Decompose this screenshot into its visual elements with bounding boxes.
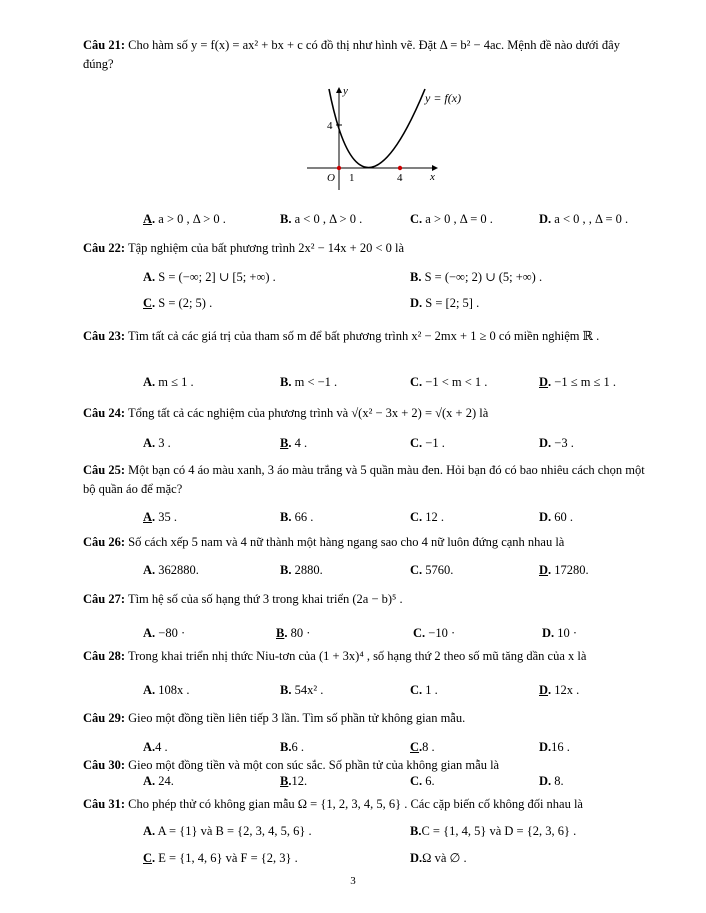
question-27: Câu 27: Tìm hệ số của số hạng thứ 3 trong khai triển (2a − b)⁵ . — [83, 592, 403, 606]
q22-option-d[interactable]: D. S = [2; 5] . — [410, 296, 480, 310]
question-24: Câu 24: Tổng tất cả các nghiệm của phương trình và √(x² − 3x + 2) = √(x + 2) là — [83, 406, 489, 420]
question-28: Câu 28: Trong khai triển nhị thức Niu-tơn của (1 + 3x)⁴ , số hạng thứ 2 theo số mũ tăng dần của x là — [83, 649, 587, 663]
q23-option-c[interactable]: C. −1 < m < 1 . — [410, 375, 488, 389]
q22-option-c[interactable]: C. S = (2; 5) . — [143, 296, 213, 310]
parabola-curve — [329, 89, 425, 168]
q21-option-d[interactable]: D. a < 0 , , Δ = 0 . — [539, 212, 629, 226]
q25-option-d[interactable]: D. 60 . — [539, 510, 574, 524]
q26-option-a[interactable]: A. 362880. — [143, 563, 199, 577]
origin-label: O — [327, 172, 335, 184]
q23-option-a[interactable]: A. m ≤ 1 . — [143, 375, 194, 389]
q25-option-b[interactable]: B. 66 . — [280, 510, 314, 524]
q29-option-c[interactable]: C.8 . — [410, 740, 435, 754]
question-26: Câu 26: Số cách xếp 5 nam và 4 nữ thành một hàng ngang sao cho 4 nữ luôn đứng cạnh nhau là — [83, 535, 565, 549]
q27-option-a[interactable]: A. −80 · — [143, 626, 186, 640]
q23-option-d[interactable]: D. −1 ≤ m ≤ 1 . — [539, 375, 617, 389]
q31-option-a[interactable]: A. A = {1} và B = {2, 3, 4, 5, 6} . — [143, 824, 312, 838]
q25-option-a[interactable]: A. 35 . — [143, 510, 178, 524]
q31-option-c[interactable]: C. E = {1, 4, 6} và F = {2, 3} . — [143, 851, 298, 865]
q29-option-d[interactable]: D.16 . — [539, 740, 570, 754]
root-point — [398, 166, 402, 170]
question-text: Cho hàm số y = f(x) = ax² + bx + c có đồ thị như hình vẽ. Đặt Δ = b² − 4ac. Mệnh đề nào dưới đây đúng? — [83, 38, 620, 71]
q28-option-b[interactable]: B. 54x² . — [280, 683, 324, 697]
q24-option-c[interactable]: C. −1 . — [410, 436, 445, 450]
q30-option-b[interactable]: B.12. — [280, 774, 308, 788]
q31-option-d[interactable]: D.Ω và ∅ . — [410, 851, 467, 865]
q24-option-b[interactable]: B. 4 . — [280, 436, 308, 450]
x-axis-label: x — [430, 171, 435, 183]
question-23: Câu 23: Tìm tất cả các giá trị của tham số m để bất phương trình x² − 2mx + 1 ≥ 0 có miền nghiệm ℝ . — [83, 329, 600, 343]
q30-option-c[interactable]: C. 6. — [410, 774, 435, 788]
q22-option-a[interactable]: A. S = (−∞; 2] ∪ [5; +∞) . — [143, 270, 276, 284]
q22-option-b[interactable]: B. S = (−∞; 2) ∪ (5; +∞) . — [410, 270, 543, 284]
q28-option-d[interactable]: D. 12x . — [539, 683, 580, 697]
q24-option-a[interactable]: A. 3 . — [143, 436, 171, 450]
q29-option-a[interactable]: A.4 . — [143, 740, 168, 754]
question-21 — [83, 36, 653, 74]
q31-option-b[interactable]: B.C = {1, 4, 5} và D = {2, 3, 6} . — [410, 824, 577, 838]
q27-option-d[interactable]: D. 10 · — [542, 626, 578, 640]
tick-y-4: 4 — [327, 120, 333, 132]
q26-option-c[interactable]: C. 5760. — [410, 563, 454, 577]
parabola-graph — [305, 84, 495, 194]
q29-option-b[interactable]: B.6 . — [280, 740, 304, 754]
q27-option-c[interactable]: C. −10 · — [413, 626, 456, 640]
question-22: Câu 22: Tập nghiệm của bất phương trình 2x² − 14x + 20 < 0 là — [83, 241, 405, 255]
origin-point — [337, 166, 341, 170]
q21-option-b[interactable]: B. a < 0 , Δ > 0 . — [280, 212, 363, 226]
q26-option-d[interactable]: D. 17280. — [539, 563, 589, 577]
q30-option-a[interactable]: A. 24. — [143, 774, 174, 788]
tick-x-4: 4 — [397, 172, 403, 184]
q28-option-c[interactable]: C. 1 . — [410, 683, 438, 697]
question-label: Câu 21: — [83, 38, 126, 52]
page-number: 3 — [350, 875, 356, 887]
question-31: Câu 31: Cho phép thử có không gian mẫu Ω = {1, 2, 3, 4, 5, 6} . Các cặp biến cố không đối nhau là — [83, 797, 583, 811]
q21-option-a[interactable]: A. a > 0 , Δ > 0 . — [143, 212, 226, 226]
q21-option-c[interactable]: C. a > 0 , Δ = 0 . — [410, 212, 493, 226]
q30-option-d[interactable]: D. 8. — [539, 774, 564, 788]
q25-option-c[interactable]: C. 12 . — [410, 510, 445, 524]
question-25: Câu 25: Một bạn có 4 áo màu xanh, 3 áo màu trắng và 5 quần màu đen. Hỏi bạn đó có bao nhiêu cách chọn một bộ quần áo để mặc? — [83, 463, 645, 496]
q24-option-d[interactable]: D. −3 . — [539, 436, 574, 450]
curve-label: y = f(x) — [425, 91, 462, 105]
y-axis-label: y — [343, 85, 348, 97]
q27-option-b[interactable]: B. 80 · — [276, 626, 311, 640]
tick-x-1: 1 — [349, 172, 355, 184]
q28-option-a[interactable]: A. 108x . — [143, 683, 190, 697]
q26-option-b[interactable]: B. 2880. — [280, 563, 323, 577]
q23-option-b[interactable]: B. m < −1 . — [280, 375, 338, 389]
question-30: Câu 30: Gieo một đồng tiền và một con súc sắc. Số phần tử của không gian mẫu là — [83, 758, 500, 772]
question-29: Câu 29: Gieo một đồng tiền liên tiếp 3 lần. Tìm số phần tử không gian mẫu. — [83, 711, 466, 725]
